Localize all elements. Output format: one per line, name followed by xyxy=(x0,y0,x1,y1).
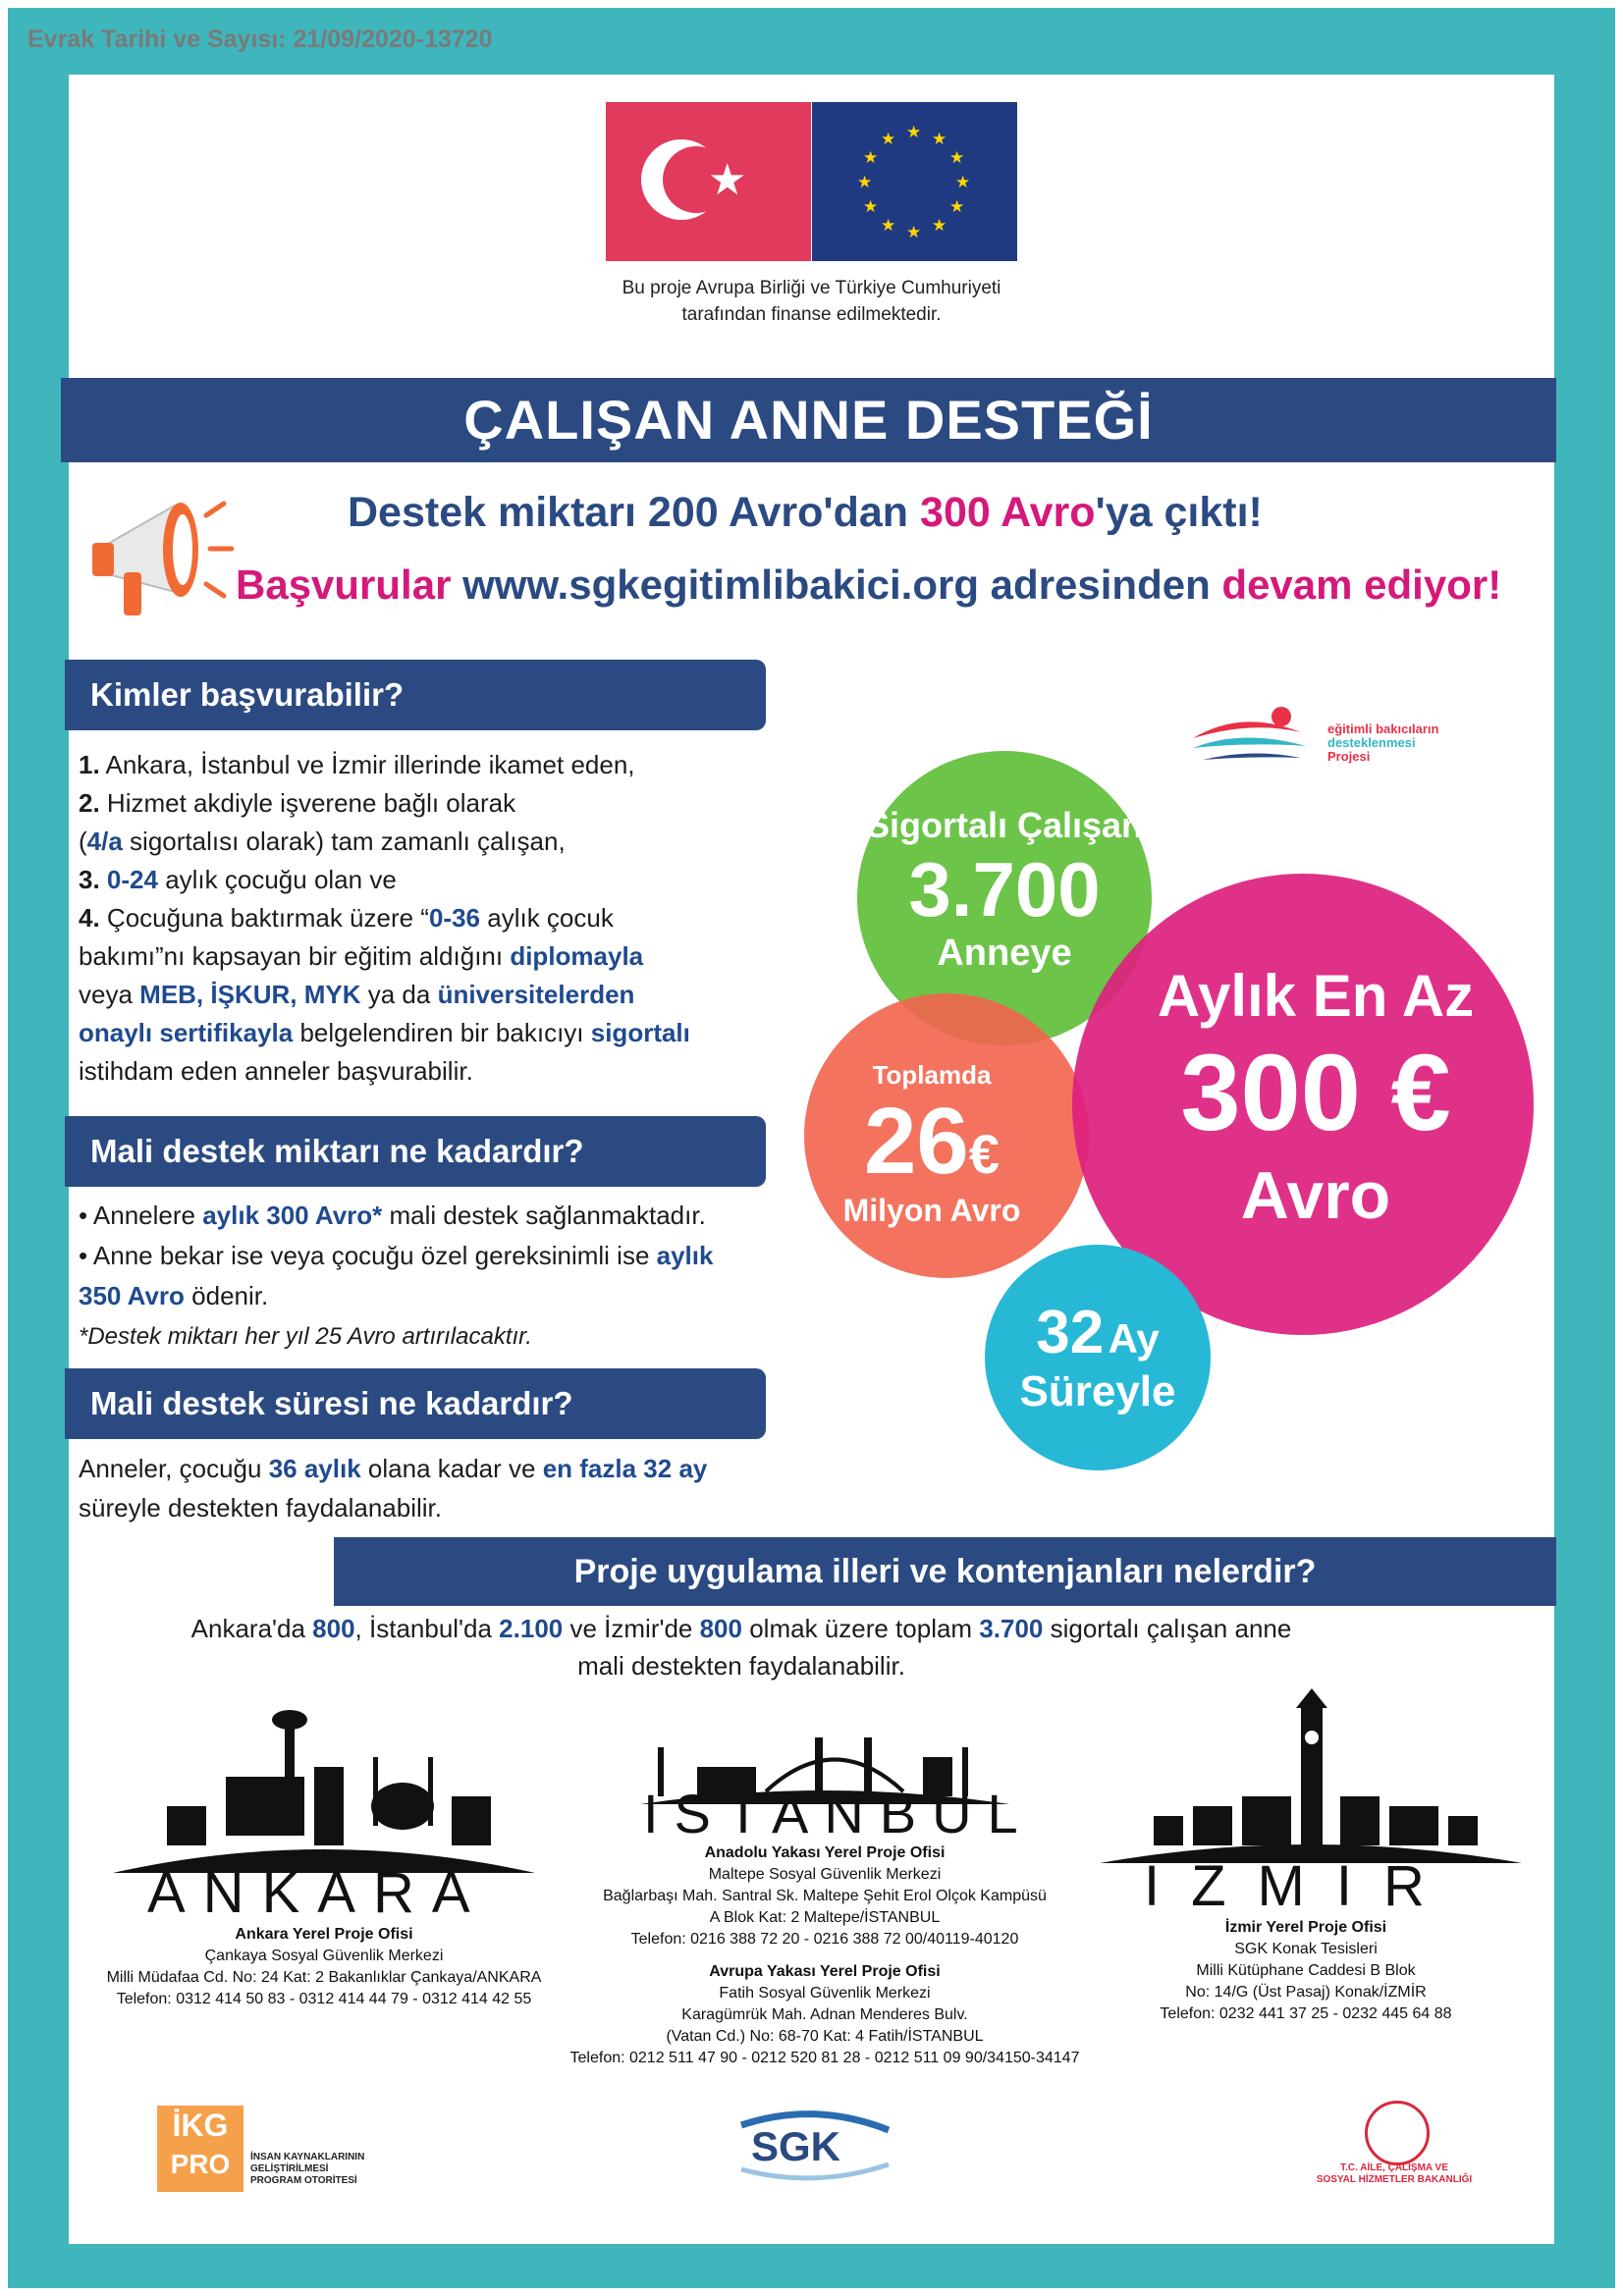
megaphone-icon xyxy=(86,486,234,623)
project-logo-icon xyxy=(1183,699,1316,766)
duration-section-title: Mali destek süresi ne kadardır? xyxy=(65,1368,766,1439)
ministry-emblem-icon xyxy=(1365,2101,1430,2165)
istanbul-anadolu-office: Anadolu Yakası Yerel Proje Ofisi Maltepe Sosyal Güvenlik Merkezi Bağlarbaşı Mah. Santral Sk. Maltepe Şehit Erol Olçok Kampüsü A Blok Kat: 2 Maltepe/İSTANBUL Telefon: 0216 388 72 20 - 0216 388 72 00/40119-40120 xyxy=(603,1844,1047,1948)
istanbul-label: ISTANBUL xyxy=(643,1783,1034,1844)
istanbul-avrupa-office: Avrupa Yakası Yerel Proje Ofisi Fatih Sosyal Güvenlik Merkezi Karagümrük Mah. Adnan Menderes Bulv. (Vatan Cd.) No: 68-70 Kat: 4 Fatih/İSTANBUL Telefon: 0212 511 47 90 - 0212 520 81 28 - 0212 511 09 90/34150-34147 xyxy=(569,1963,1080,2066)
turkish-flag-icon: ★ xyxy=(606,102,811,261)
headline-amount: Destek miktarı 200 Avro'dan 300 Avro'ya çıktı! xyxy=(348,489,1263,536)
provinces-section-title: Proje uygulama illeri ve kontenjanları nelerdir? xyxy=(334,1537,1556,1606)
headline-application: Başvurular www.sgkegitimlibakici.org adresinden devam ediyor! xyxy=(236,561,1502,608)
list-item: (4/a sigortalısı olarak) tam zamanlı çalışan, xyxy=(79,827,566,856)
amount-text: • Annelere aylık 300 Avro* mali destek sağlanmaktadır. • Anne bekar ise veya çocuğu özel gereksinimli ise aylık 350 Avro ödenir. *Destek miktarı her yıl 25 Avro artırılacaktır. xyxy=(79,1201,714,1350)
ankara-office: Ankara Yerel Proje Ofisi Çankaya Sosyal Güvenlik Merkezi Milli Müdafaa Cd. No: 24 Kat: 2 Bakanlıklar Çankaya/ANKARA Telefon: 0312 414 50 83 - 0312 414 44 79 - 0312 414 42 55 xyxy=(106,1926,542,2007)
page-title: ÇALIŞAN ANNE DESTEĞİ xyxy=(61,378,1556,462)
izmir-skyline-icon xyxy=(1095,1688,1527,1865)
eu-flag-icon: ★ ★ ★ ★ ★ ★ ★ ★ ★ ★ ★ ★ xyxy=(812,102,1017,261)
sgk-logo-icon: SGK xyxy=(731,2106,898,2184)
izmir-office: İzmir Yerel Proje Ofisi SGK Konak Tesisleri Milli Kütüphane Caddesi B Blok No: 14/G (Üst Pasaj) Konak/İZMİR Telefon: 0232 441 37 25 - 0232 445 64 88 xyxy=(1160,1919,1452,2022)
ikg-logo-icon: İKG PRO xyxy=(157,2106,243,2192)
provinces-text: Ankara'da 800, İstanbul'da 2.100 ve İzmir'de 800 olmak üzere toplam 3.700 sigortalı çalışan anne mali destekten faydalanabilir. xyxy=(190,1614,1292,1681)
list-item: 4. Çocuğuna baktırmak üzere “0-36 aylık çocuk xyxy=(79,903,614,933)
funding-note: Bu proje Avrupa Birliği ve Türkiye Cumhuriyeti tarafından finanse edilmektedir. xyxy=(622,278,1001,325)
who-section-title: Kimler başvurabilir? xyxy=(65,660,766,730)
ankara-skyline-icon xyxy=(108,1698,540,1875)
ministry-text: T.C. AİLE, ÇALIŞMA VE SOSYAL HİZMETLER BAKANLIĞI xyxy=(1316,2163,1473,2185)
who-list: 1. Ankara, İstanbul ve İzmir illerinde ikamet eden, 2. Hizmet akdiyle işverene bağlı olarak (4/a sigortalısı olarak) tam zamanlı çalışan, 3. 0-24 aylık çocuğu olan ve 4. Çocuğuna baktırmak üzere “0-36 aylık çocuk bakımı”nı kapsayan bir eğitim aldığını diplomayla veya MEB, İŞKUR, MYK ya da üniversitelerden onaylı sertifikayla belgelendiren bir bakıcıyı sigortalı istihdam eden anneler başvurabilir. xyxy=(79,746,785,1091)
document-stamp: Evrak Tarihi ve Sayısı: 21/09/2020-13720 xyxy=(27,26,493,53)
list-item: 1. Ankara, İstanbul ve İzmir illerinde ikamet eden, xyxy=(79,750,635,779)
list-item: 2. Hizmet akdiyle işverene bağlı olarak xyxy=(79,788,516,818)
duration-text: Anneler, çocuğu 36 aylık olana kadar ve en fazla 32 ay süreyle destekten faydalanabilir. xyxy=(79,1454,708,1522)
ankara-label: ANKARA xyxy=(147,1861,488,1925)
izmir-label: İZMİR xyxy=(1144,1854,1456,1918)
project-logo-text: eğitimli bakıcıların desteklenmesi Projesi xyxy=(1327,721,1439,764)
list-item: 3. 0-24 aylık çocuğu olan ve xyxy=(79,865,397,894)
ikg-text: İNSAN KAYNAKLARININ GELİŞTİRİLMESİ PROGRAM OTORİTESİ xyxy=(250,2152,365,2186)
amount-section-title: Mali destek miktarı ne kadardır? xyxy=(65,1116,766,1187)
